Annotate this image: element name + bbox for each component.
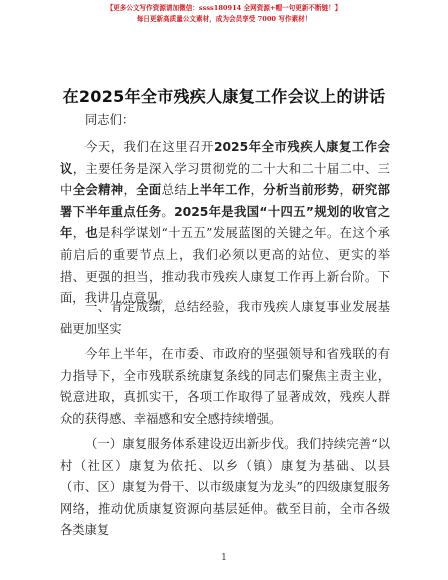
page-number: 1	[221, 553, 227, 563]
paragraph-opening	[60, 137, 390, 310]
emphasis-text: 2025年是我国“十四五”规划的收官之年	[60, 204, 390, 241]
text-span: 。	[161, 204, 175, 219]
emphasis-text: 2025年全市残疾人康复工作会议	[60, 140, 390, 176]
emphasis-text: 分析当前形势	[263, 183, 340, 198]
greeting: 同志们：	[85, 113, 135, 127]
document-title: 在2025年全市残疾人康复工作会议上的讲话	[62, 87, 386, 106]
promo-banner	[0, 3, 448, 25]
text-span: 今天，我们在这里召开	[85, 140, 214, 154]
text-span: ，	[339, 183, 353, 198]
text-span: ，	[123, 183, 137, 198]
emphasis-text: 研究部署下半年重点任务	[60, 183, 390, 219]
emphasis-text: 全会精神	[72, 183, 124, 198]
section-heading-1: 一、肯定成绩，总结经验，我市残疾人康复事业发展基础更加坚实	[60, 300, 390, 336]
text-span: ，主要任务是深入学习贯彻党的二十大和二十届二中、三中	[60, 161, 390, 198]
promo-banner-line-1: 【更多公文写作资源请加微信：ssss180914 全网资源+帽一句更新不断链！】	[106, 4, 342, 12]
emphasis-text: 全面	[136, 183, 162, 198]
text-span: ，	[72, 226, 86, 241]
paragraph-service-system: （一）康复服务体系建设迈出新步伐。我们持续完善“以村（社区）康复为依托、以乡（镇）康复为基础、以县（市、区）康复为骨干、以市级康复为龙头”的四级康复服务网络，推动优质康复资源向基层延伸。截至目前，全市各级各类康复	[60, 437, 390, 538]
paragraph-achievements: 今年上半年，在市委、市政府的坚强领导和省残联的有力指导下，全市残联系统康复条线的同志们聚焦主责主业，锐意进取，真抓实干，各项工作取得了显著成效，残疾人群众的获得感、幸福感和安全感持续增强。	[60, 347, 390, 426]
text-span: 总结	[161, 183, 188, 198]
emphasis-text: 也	[85, 226, 99, 241]
emphasis-text: 上半年工作	[187, 183, 251, 198]
text-span: ，	[250, 183, 264, 198]
text-span: 是科学谋划“十五五”发展蓝图的关键之年。在这个承前启后的重要节点上，我们必须以更高的站位、更实的举措、更强的担当，推动我市残疾人康复工作再上新台阶。下面，我讲几点意见。	[60, 226, 390, 306]
promo-banner-line-2: 每日更新高质量公文素材，成为会员享受 7000 写作素材！	[136, 15, 312, 23]
